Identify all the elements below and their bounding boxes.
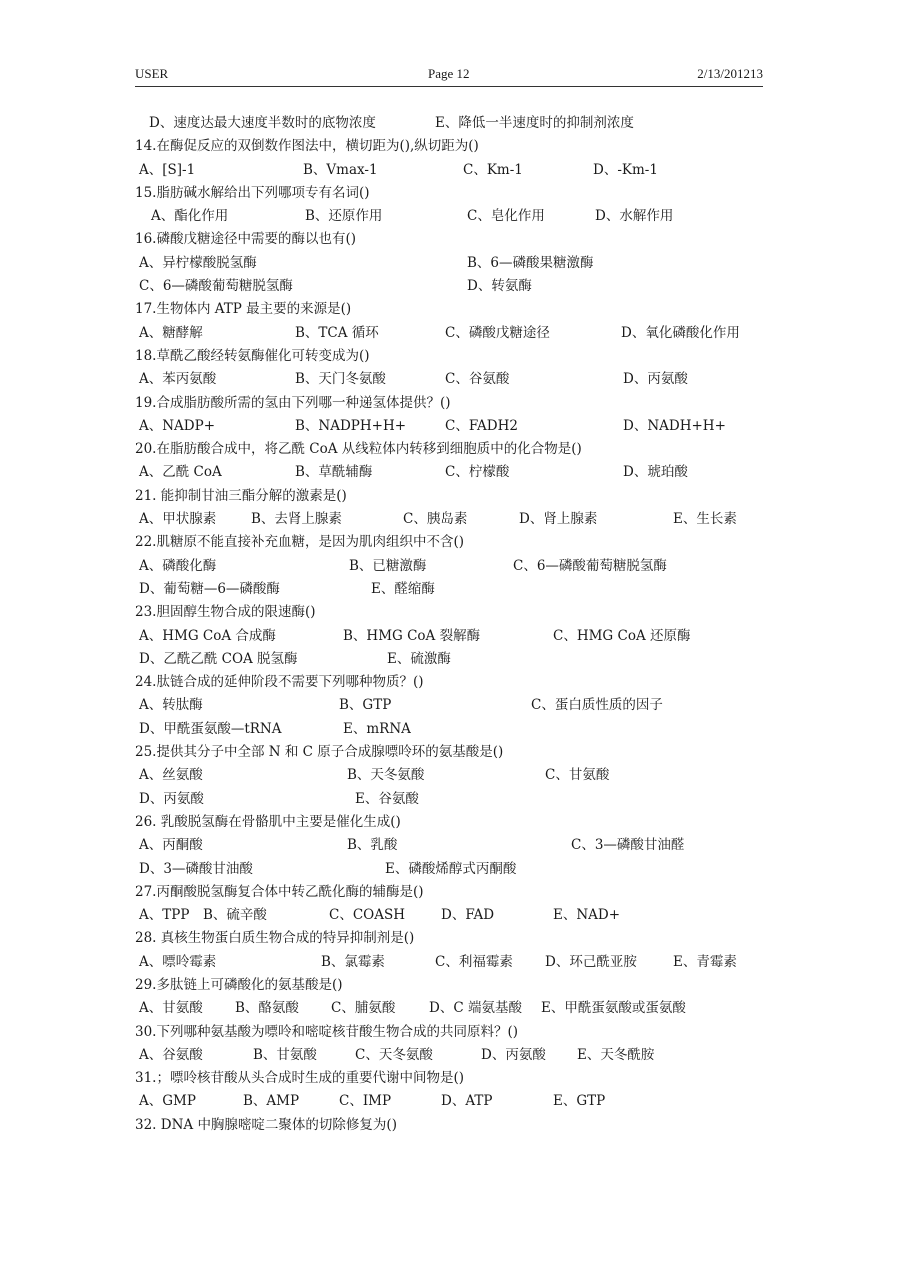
option-text: A、嘌呤霉素 <box>139 953 217 970</box>
page-header <box>135 66 763 86</box>
answer-options <box>135 555 775 578</box>
option-text: D、丙氨酸 <box>481 1046 546 1063</box>
option-text: D、FAD <box>441 907 495 924</box>
option-text: E、GTP <box>553 1093 606 1110</box>
question-stem <box>135 485 775 508</box>
option-text: D、-Km-1 <box>593 161 658 178</box>
answer-options <box>135 764 775 787</box>
option-text: A、苯丙氨酸 <box>139 371 217 388</box>
option-text: A、NADP+ <box>139 417 216 434</box>
answer-options <box>135 951 775 974</box>
option-text: C、蛋白质性质的因子 <box>531 697 663 714</box>
option-text: A、丙酮酸 <box>139 837 203 854</box>
question-text: 17.生物体内 ATP 最主要的来源是() <box>135 301 352 318</box>
option-text: D、丙氨酸 <box>623 371 688 388</box>
option-text: B、6—磷酸果糖激酶 <box>467 254 594 271</box>
answer-options <box>135 625 775 648</box>
option-text: B、氯霉素 <box>321 953 385 970</box>
question-text: 27.丙酮酸脱氢酶复合体中转乙酰化酶的辅酶是() <box>135 883 424 900</box>
option-text: E、甲酰蛋氨酸或蛋氨酸 <box>541 1000 686 1017</box>
option-text: E、生长素 <box>673 511 737 528</box>
answer-options <box>135 159 775 182</box>
question-text: 20.在脂肪酸合成中，将乙酰 CoA 从线粒体内转移到细胞质中的化合物是() <box>135 441 582 458</box>
option-text: E、mRNA <box>343 720 411 737</box>
option-text: A、乙酰 CoA <box>139 464 222 481</box>
option-text: D、水解作用 <box>595 208 674 225</box>
answer-options <box>135 508 775 531</box>
option-text: D、肾上腺素 <box>519 511 598 528</box>
header-rule <box>135 86 763 87</box>
answer-options <box>135 415 775 438</box>
option-text: C、脯氨酸 <box>331 1000 396 1017</box>
question-stem <box>135 228 775 251</box>
option-text: B、去肾上腺素 <box>251 511 342 528</box>
header-author: USER <box>135 66 169 81</box>
question-stem <box>135 811 775 834</box>
question-text: 28. 真核生物蛋白质生物合成的特异抑制剂是() <box>135 930 415 947</box>
question-text: 22.肌糖原不能直接补充血糖，是因为肌肉组织中不含() <box>135 534 465 551</box>
option-text: D、3—磷酸甘油酸 <box>139 860 253 877</box>
option-text: B、AMP <box>243 1093 300 1110</box>
option-text: C、FADH2 <box>445 417 518 434</box>
option-text: A、TPP <box>139 907 190 924</box>
option-text: C、Km-1 <box>463 161 523 178</box>
option-text: C、皂化作用 <box>467 208 545 225</box>
option-text: A、HMG CoA 合成酶 <box>139 627 276 644</box>
answer-options <box>135 112 775 135</box>
answer-options <box>135 1044 775 1067</box>
answer-options <box>135 694 775 717</box>
question-stem <box>135 182 775 205</box>
option-text: D、环己酰亚胺 <box>545 953 637 970</box>
option-text: E、青霉素 <box>673 953 737 970</box>
answer-options <box>135 252 775 275</box>
option-text: B、天冬氨酸 <box>347 767 425 784</box>
option-text: C、磷酸戊糖途径 <box>445 324 550 341</box>
option-text: B、甘氨酸 <box>253 1046 317 1063</box>
option-text: E、硫激酶 <box>387 650 451 667</box>
option-text: B、乳酸 <box>347 837 398 854</box>
question-stem <box>135 298 775 321</box>
option-text: C、6—磷酸葡萄糖脱氢酶 <box>139 278 293 295</box>
question-text: 32. DNA 中胸腺嘧啶二聚体的切除修复为() <box>135 1116 397 1133</box>
question-stem <box>135 345 775 368</box>
option-text: D、转氨酶 <box>467 278 532 295</box>
option-text: B、已糖激酶 <box>349 557 427 574</box>
question-stem <box>135 974 775 997</box>
question-stem <box>135 438 775 461</box>
answer-options <box>135 718 775 741</box>
option-text: B、还原作用 <box>305 208 383 225</box>
answer-options <box>135 322 775 345</box>
answer-options <box>135 904 775 927</box>
option-text: A、糖酵解 <box>139 324 203 341</box>
option-text: B、Vmax-1 <box>303 161 378 178</box>
option-text: B、天门冬氨酸 <box>295 371 386 388</box>
question-stem <box>135 531 775 554</box>
option-text: A、丝氨酸 <box>139 767 203 784</box>
option-text: C、IMP <box>339 1093 392 1110</box>
option-text: C、3—磷酸甘油醛 <box>571 837 685 854</box>
option-text: C、天冬氨酸 <box>355 1046 433 1063</box>
answer-options <box>135 275 775 298</box>
question-stem <box>135 1067 775 1090</box>
option-text: A、[S]-1 <box>139 161 196 178</box>
option-text: B、硫辛酸 <box>203 907 267 924</box>
question-stem <box>135 881 775 904</box>
option-text: C、柠檬酸 <box>445 464 510 481</box>
question-text: 15.脂肪碱水解给出下列哪项专有名词() <box>135 184 370 201</box>
option-text: D、葡萄糖—6—磷酸酶 <box>139 580 280 597</box>
question-stem <box>135 671 775 694</box>
question-text: 26. 乳酸脱氢酶在骨骼肌中主要是催化生成() <box>135 813 401 830</box>
question-text: 30.下列哪种氨基酸为嘌呤和嘧啶核苷酸生物合成的共同原料？() <box>135 1023 519 1040</box>
option-text: C、COASH <box>329 907 405 924</box>
option-text: C、6—磷酸葡萄糖脱氢酶 <box>513 557 667 574</box>
question-text: 23.胆固醇生物合成的限速酶() <box>135 604 316 621</box>
question-stem <box>135 135 775 158</box>
header-date: 2/13/201213 <box>697 66 763 81</box>
option-text: D、丙氨酸 <box>139 790 204 807</box>
option-text: B、酪氨酸 <box>235 1000 299 1017</box>
question-list <box>135 112 775 1137</box>
option-text: B、草酰辅酶 <box>295 464 373 481</box>
question-text: 31.；嘌呤核苷酸从头合成时生成的重要代谢中间物是() <box>135 1070 465 1087</box>
answer-options <box>135 578 775 601</box>
answer-options <box>135 205 775 228</box>
option-text: A、酯化作用 <box>151 208 229 225</box>
answer-options <box>135 834 775 857</box>
option-text: D、NADH+H+ <box>623 417 726 434</box>
option-text: C、胰岛素 <box>403 511 468 528</box>
option-text: B、HMG CoA 裂解酶 <box>343 627 481 644</box>
option-text: E、磷酸烯醇式丙酮酸 <box>385 860 517 877</box>
option-text: A、转肽酶 <box>139 697 203 714</box>
question-stem <box>135 1114 775 1137</box>
option-text: B、GTP <box>339 697 392 714</box>
answer-options <box>135 368 775 391</box>
option-text: D、ATP <box>441 1093 493 1110</box>
option-text: D、C 端氨基酸 <box>429 1000 522 1017</box>
answer-options <box>135 461 775 484</box>
option-text: A、甲状腺素 <box>139 511 217 528</box>
option-text: D、速度达最大速度半数时的底物浓度 <box>149 115 376 131</box>
answer-options <box>135 1090 775 1113</box>
option-text: C、谷氨酸 <box>445 371 510 388</box>
answer-options <box>135 997 775 1020</box>
option-text: A、甘氨酸 <box>139 1000 203 1017</box>
option-text: A、GMP <box>139 1093 196 1110</box>
option-text: A、谷氨酸 <box>139 1046 203 1063</box>
answer-options <box>135 788 775 811</box>
question-text: 24.肽链合成的延伸阶段不需要下列哪种物质？() <box>135 674 424 691</box>
question-stem <box>135 741 775 764</box>
option-text: B、TCA 循环 <box>295 324 379 341</box>
option-text: E、天冬酰胺 <box>577 1046 655 1063</box>
option-text: D、氧化磷酸化作用 <box>621 324 740 341</box>
question-text: 29.多肽链上可磷酸化的氨基酸是() <box>135 976 343 993</box>
option-text: E、NAD+ <box>553 907 621 924</box>
question-text: 16.磷酸戊糖途径中需要的酶以也有() <box>135 231 357 248</box>
option-text: E、降低一半速度时的抑制剂浓度 <box>435 115 634 131</box>
option-text: C、利福霉素 <box>435 953 513 970</box>
question-text: 21. 能抑制甘油三酯分解的激素是() <box>135 487 347 504</box>
header-page-number: Page 12 <box>428 66 470 81</box>
option-text: B、NADPH+H+ <box>295 417 407 434</box>
question-text: 14.在酶促反应的双倒数作图法中，横切距为(),纵切距为() <box>135 138 479 155</box>
question-stem <box>135 601 775 624</box>
option-text: A、磷酸化酶 <box>139 557 217 574</box>
question-stem <box>135 392 775 415</box>
answer-options <box>135 858 775 881</box>
option-text: E、醛缩酶 <box>371 580 435 597</box>
option-text: C、甘氨酸 <box>545 767 610 784</box>
question-stem <box>135 1021 775 1044</box>
option-text: C、HMG CoA 还原酶 <box>553 627 691 644</box>
question-text: 25.提供其分子中全部 N 和 C 原子合成腺嘌呤环的氨基酸是() <box>135 744 504 761</box>
option-text: D、甲酰蛋氨酸—tRNA <box>139 720 282 737</box>
option-text: D、琥珀酸 <box>623 464 688 481</box>
question-text: 19.合成脂肪酸所需的氢由下列哪一种递氢体提供？() <box>135 394 451 411</box>
option-text: A、异柠檬酸脱氢酶 <box>139 254 257 271</box>
option-text: D、乙酰乙酰 COA 脱氢酶 <box>139 650 298 667</box>
answer-options <box>135 648 775 671</box>
option-text: E、谷氨酸 <box>355 790 419 807</box>
question-text: 18.草酰乙酸经转氨酶催化可转变成为() <box>135 347 370 364</box>
question-stem <box>135 927 775 950</box>
